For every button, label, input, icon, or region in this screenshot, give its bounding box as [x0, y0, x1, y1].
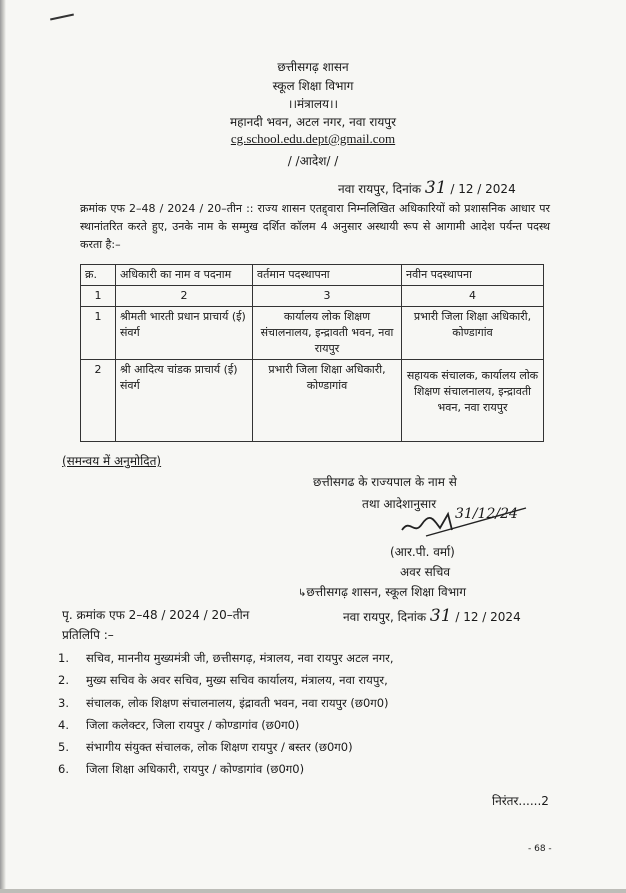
list-number: 6. [58, 762, 69, 776]
col-header-current: वर्तमान पदस्थापना [253, 265, 402, 286]
endorsement-date-place: नवा रायपुर, दिनांक [343, 610, 427, 624]
government-name: छत्तीसगढ़ शासन [277, 60, 349, 74]
authority-line-2: तथा आदेशानुसार [362, 497, 437, 511]
approval-note: (समन्वय में अनुमोदित) [62, 454, 162, 468]
copy-label: प्रतिलिपि :– [62, 628, 114, 642]
col-number: 3 [253, 286, 402, 307]
table-colnum-row [81, 286, 544, 307]
row-officer: श्रीमती भारती प्रधान प्राचार्य (ई) संवर्ग [116, 307, 253, 360]
endorsement-dateline [343, 606, 521, 626]
order-paragraph: क्रमांक एफ 2–48 / 2024 / 20–तीन :: राज्य शासन एतद्द्वारा निम्नलिखित अधिकारियों को प्रशासनिक आधार पर स्थानांतरित करते हुए, उनके नाम के सम्मुख दर्शित कॉलम 4 अनुसार अस्थायी रूप से आगामी आदेश पर्यन्त पदस्थ करता है:– [80, 202, 550, 251]
endorsement-date-rest: / 12 / 2024 [455, 610, 521, 624]
transfer-table [80, 264, 544, 442]
list-text: सचिव, माननीय मुख्यमंत्री जी, छत्तीसगढ़, मंत्रालय, नवा रायपुर अटल नगर, [86, 651, 394, 665]
col-number: 2 [116, 286, 253, 307]
row-new-posting: सहायक संचालक, कार्यालय लोक शिक्षण संचालनालय, इन्द्रावती भवन, नवा रायपुर [402, 360, 544, 442]
date-day-handwritten: 31 [424, 178, 447, 198]
signature-date: 31/12/24 [455, 506, 518, 522]
col-header-sno: क्र. [81, 265, 116, 286]
list-number: 2. [58, 673, 69, 687]
endorsement-ref: पृ. क्रमांक एफ 2–48 / 2024 / 20–तीन [62, 608, 250, 622]
email-link[interactable]: cg.school.edu.dept@gmail.com [230, 131, 396, 146]
col-header-new: नवीन पदस्थापना [402, 265, 544, 286]
ministry-label: ।।मंत्रालय।। [287, 97, 339, 111]
row-current-posting: कार्यालय लोक शिक्षण संचालनालय, इन्द्रावती भवन, नवा रायपुर [253, 307, 402, 360]
row-officer: श्री आदित्य चांडक प्राचार्य (ई) संवर्ग [116, 360, 253, 442]
endorsement-day-handwritten: 31 [429, 606, 452, 626]
list-text: संचालक, लोक शिक्षण संचालनालय, इंद्रावती भवन, नवा रायपुर (छ0ग0) [86, 696, 389, 710]
row-current-posting: प्रभारी जिला शिक्षा अधिकारी, कोण्डागांव [253, 360, 402, 442]
list-text: जिला कलेक्टर, जिला रायपुर / कोण्डागांव (छ0ग0) [86, 718, 300, 732]
list-text: मुख्य सचिव के अवर सचिव, मुख्य सचिव कार्यालय, मंत्रालय, नवा रायपुर, [86, 673, 388, 687]
authority-line-1: छत्तीसगढ के राज्यपाल के नाम से [313, 475, 457, 489]
col-header-name: अधिकारी का नाम व पदनाम [116, 265, 253, 286]
continued-note: निरंतर......2 [492, 794, 549, 808]
department-name: स्कूल शिक्षा विभाग [272, 79, 354, 93]
pen-mark [50, 14, 74, 21]
table-row [81, 360, 544, 442]
list-number: 4. [58, 718, 69, 732]
row-new-posting: प्रभारी जिला शिक्षा अधिकारी, कोण्डागांव [402, 307, 544, 360]
list-text: जिला शिक्षा अधिकारी, रायपुर / कोण्डागांव (छ0ग0) [86, 762, 305, 776]
col-number: 1 [81, 286, 116, 307]
office-text: छत्तीसगढ़ शासन, स्कूल शिक्षा विभाग [306, 585, 467, 599]
list-number: 1. [58, 651, 69, 665]
signatory-designation: अवर सचिव [400, 565, 451, 579]
order-dateline [338, 178, 516, 198]
page-number: - 68 - [528, 844, 552, 854]
list-number: 5. [58, 740, 69, 754]
row-sno: 1 [81, 307, 116, 360]
order-heading: / /आदेश/ / [287, 154, 339, 168]
signatory-name: (आर.पी. वर्मा) [390, 545, 455, 559]
signatory-office: ↳छत्तीसगढ़ शासन, स्कूल शिक्षा विभाग [298, 585, 467, 599]
table-header-row [81, 265, 544, 286]
row-sno: 2 [81, 360, 116, 442]
col-number: 4 [402, 286, 544, 307]
date-rest: / 12 / 2024 [450, 182, 516, 196]
list-text: संभागीय संयुक्त संचालक, लोक शिक्षण रायपुर / बस्तर (छ0ग0) [86, 740, 353, 754]
address-line: महानदी भवन, अटल नगर, नवा रायपुर [229, 115, 397, 129]
scan-edge-bottom [0, 889, 626, 893]
date-place: नवा रायपुर, दिनांक [338, 182, 422, 196]
table-row [81, 307, 544, 360]
list-number: 3. [58, 696, 69, 710]
